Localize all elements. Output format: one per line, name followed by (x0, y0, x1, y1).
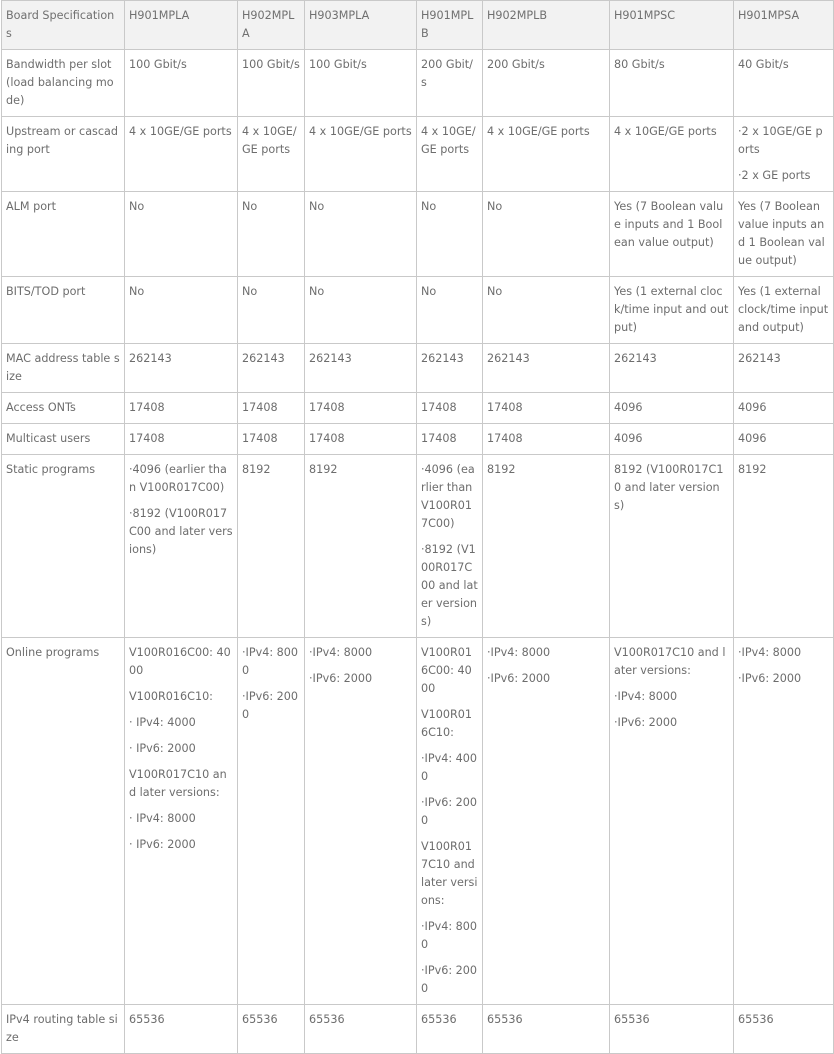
cell-spec-label (2, 192, 125, 277)
cell-text: 262143 (242, 352, 285, 365)
cell-h901mpsc (610, 1005, 734, 1054)
cell-text: ·IPv6: 2000 (487, 672, 551, 685)
cell-text: ·IPv6: 2000 (738, 672, 802, 685)
cell-text: 262143 (738, 352, 781, 365)
cell-text: 65536 (421, 1013, 457, 1026)
cell-text: ·IPv4: 4000 (421, 752, 478, 783)
cell-h903mpla (305, 638, 417, 1005)
cell-text: Yes (7 Boolean value inputs and 1 Boolean value output) (738, 200, 825, 267)
cell-text: V100R016C00: 4000 (129, 646, 231, 677)
cell-text: V100R016C00: 4000 (421, 646, 473, 695)
cell-h901mplb (417, 1005, 483, 1054)
cell-h903mpla (305, 50, 417, 117)
cell-text: ·4096 (earlier than V100R017C00) (129, 463, 227, 494)
cell-text: No (487, 200, 503, 213)
cell-h901mpsc (610, 424, 734, 455)
cell-text: 8192 (487, 463, 516, 476)
cell-text: ·IPv6: 2000 (614, 716, 678, 729)
cell-h901mpsa (734, 638, 834, 1005)
table-row-bandwidth (2, 50, 834, 117)
cell-spec-label (2, 117, 125, 192)
cell-spec-label (2, 393, 125, 424)
cell-spec-label (2, 424, 125, 455)
cell-h901mpsa (734, 50, 834, 117)
cell-h901mplb (417, 455, 483, 638)
cell-h903mpla (305, 393, 417, 424)
cell-text: IPv4 routing table size (6, 1013, 118, 1044)
cell-h902mpla (238, 117, 305, 192)
cell-text: ·IPv4: 8000 (487, 646, 551, 659)
cell-text: 4 x 10GE/GE ports (129, 125, 232, 138)
cell-text: No (309, 285, 325, 298)
cell-text: ·IPv4: 8000 (738, 646, 802, 659)
cell-text: 8192 (738, 463, 767, 476)
cell-text: Yes (7 Boolean value inputs and 1 Boolean value output) (614, 200, 724, 249)
cell-h902mpla (238, 277, 305, 344)
header-board-specifications: Board Specifications (2, 1, 125, 50)
cell-text: 17408 (129, 401, 165, 414)
cell-text: 65536 (129, 1013, 165, 1026)
cell-text: 262143 (614, 352, 657, 365)
cell-text: Multicast users (6, 432, 91, 445)
cell-text: ·IPv4: 8000 (309, 646, 373, 659)
cell-text: 65536 (487, 1013, 523, 1026)
cell-text: 17408 (309, 432, 345, 445)
cell-text: 8192 (V100R017C10 and later versions) (614, 463, 724, 512)
cell-h902mplb (483, 50, 610, 117)
cell-h902mpla (238, 192, 305, 277)
cell-text: ·IPv6: 2000 (421, 964, 478, 995)
cell-h903mpla (305, 117, 417, 192)
cell-text: ·IPv6: 2000 (242, 690, 299, 721)
cell-text: ·IPv4: 8000 (614, 690, 678, 703)
cell-h901mplb (417, 424, 483, 455)
header-h902mpla: H902MPLA (238, 1, 305, 50)
cell-text: · IPv4: 8000 (129, 812, 196, 825)
cell-spec-label (2, 1005, 125, 1054)
cell-h901mpsc (610, 192, 734, 277)
header-h902mplb: H902MPLB (483, 1, 610, 50)
cell-h901mplb (417, 117, 483, 192)
cell-text: 17408 (129, 432, 165, 445)
cell-text: Access ONTs (6, 401, 76, 414)
cell-text: ALM port (6, 200, 57, 213)
cell-h901mplb (417, 277, 483, 344)
cell-text: 4 x 10GE/GE ports (421, 125, 476, 156)
cell-h902mplb (483, 455, 610, 638)
cell-h901mpla (125, 344, 238, 393)
cell-text: 17408 (487, 432, 523, 445)
cell-text: No (242, 285, 258, 298)
cell-h901mpsa (734, 277, 834, 344)
cell-h902mpla (238, 424, 305, 455)
cell-text: 8192 (309, 463, 338, 476)
cell-h902mplb (483, 344, 610, 393)
cell-text: · IPv6: 2000 (129, 742, 196, 755)
cell-text: 200 Gbit/s (487, 58, 545, 71)
cell-text: 65536 (309, 1013, 345, 1026)
cell-text: 4096 (738, 432, 767, 445)
cell-h901mpla (125, 117, 238, 192)
cell-text: 200 Gbit/s (421, 58, 473, 89)
cell-text: Yes (1 external clock/time input and output) (738, 285, 829, 334)
cell-spec-label (2, 455, 125, 638)
cell-h901mplb (417, 192, 483, 277)
cell-h901mpsa (734, 1005, 834, 1054)
cell-h901mpsa (734, 424, 834, 455)
cell-h901mpsa (734, 192, 834, 277)
header-h903mpla: H903MPLA (305, 1, 417, 50)
cell-h902mplb (483, 277, 610, 344)
cell-h902mplb (483, 393, 610, 424)
cell-h901mpla (125, 192, 238, 277)
cell-h902mplb (483, 1005, 610, 1054)
cell-h901mpla (125, 1005, 238, 1054)
cell-h902mpla (238, 455, 305, 638)
cell-text: Static programs (6, 463, 96, 476)
table-row-multicast-users (2, 424, 834, 455)
cell-h901mpsa (734, 455, 834, 638)
cell-h901mpsc (610, 455, 734, 638)
cell-text: V100R017C10 and later versions: (421, 840, 478, 907)
cell-text: 17408 (309, 401, 345, 414)
cell-h902mpla (238, 1005, 305, 1054)
cell-text: No (242, 200, 258, 213)
cell-spec-label (2, 50, 125, 117)
cell-h901mpsc (610, 277, 734, 344)
cell-text: MAC address table size (6, 352, 120, 383)
cell-h902mpla (238, 50, 305, 117)
cell-text: 262143 (309, 352, 352, 365)
cell-h901mpsa (734, 117, 834, 192)
cell-h901mpsc (610, 638, 734, 1005)
table-row-ipv4-routing-table (2, 1005, 834, 1054)
cell-text: 17408 (242, 432, 278, 445)
cell-h901mplb (417, 393, 483, 424)
cell-text: · IPv6: 2000 (129, 838, 196, 851)
cell-h902mpla (238, 638, 305, 1005)
cell-text: 4096 (614, 401, 643, 414)
cell-text: 100 Gbit/s (242, 58, 300, 71)
cell-h903mpla (305, 192, 417, 277)
cell-h901mpla (125, 455, 238, 638)
cell-text: ·4096 (earlier than V100R017C00) (421, 463, 475, 530)
cell-h903mpla (305, 277, 417, 344)
cell-text: Yes (1 external clock/time input and output) (614, 285, 729, 334)
cell-text: 262143 (487, 352, 530, 365)
cell-text: 262143 (421, 352, 464, 365)
cell-h901mplb (417, 50, 483, 117)
cell-text: 65536 (614, 1013, 650, 1026)
cell-spec-label (2, 277, 125, 344)
cell-text: 4 x 10GE/GE ports (242, 125, 297, 156)
cell-text: Online programs (6, 646, 100, 659)
cell-text: · IPv4: 4000 (129, 716, 196, 729)
cell-h902mpla (238, 344, 305, 393)
cell-text: 80 Gbit/s (614, 58, 665, 71)
cell-text: V100R016C10: (421, 708, 473, 739)
cell-h901mpla (125, 50, 238, 117)
cell-text: ·IPv6: 2000 (421, 796, 478, 827)
cell-text: 40 Gbit/s (738, 58, 789, 71)
cell-h901mpsc (610, 50, 734, 117)
cell-h901mpsc (610, 117, 734, 192)
cell-text: V100R017C10 and later versions: (614, 646, 726, 677)
cell-h901mpla (125, 638, 238, 1005)
cell-text: No (129, 285, 145, 298)
cell-h901mpla (125, 424, 238, 455)
cell-h903mpla (305, 424, 417, 455)
cell-text: V100R017C10 and later versions: (129, 768, 227, 799)
cell-text: No (421, 200, 437, 213)
cell-text: ·8192 (V100R017C00 and later versions) (421, 543, 478, 628)
table-row-upstream-port (2, 117, 834, 192)
cell-h902mplb (483, 117, 610, 192)
table-row-mac-table-size (2, 344, 834, 393)
cell-text: No (309, 200, 325, 213)
cell-text: 4096 (614, 432, 643, 445)
cell-h903mpla (305, 1005, 417, 1054)
cell-h902mplb (483, 638, 610, 1005)
cell-h901mpsc (610, 393, 734, 424)
cell-text: Bandwidth per slot (load balancing mode) (6, 58, 114, 107)
cell-text: 100 Gbit/s (309, 58, 367, 71)
cell-h901mpsc (610, 344, 734, 393)
cell-text: 17408 (242, 401, 278, 414)
cell-text: 65536 (242, 1013, 278, 1026)
cell-h902mplb (483, 424, 610, 455)
cell-text: ·IPv4: 8000 (242, 646, 299, 677)
cell-text: 65536 (738, 1013, 774, 1026)
cell-h903mpla (305, 344, 417, 393)
cell-text: 4 x 10GE/GE ports (487, 125, 590, 138)
header-h901mplb: H901MPLB (417, 1, 483, 50)
cell-text: Upstream or cascading port (6, 125, 118, 156)
cell-text: 17408 (487, 401, 523, 414)
cell-text: 4 x 10GE/GE ports (309, 125, 412, 138)
cell-h901mpla (125, 393, 238, 424)
cell-text: 17408 (421, 432, 457, 445)
cell-text: 262143 (129, 352, 172, 365)
cell-text: ·8192 (V100R017C00 and later versions) (129, 507, 233, 556)
board-specifications-table (1, 0, 834, 1054)
table-body (2, 50, 834, 1054)
header-h901mpsa: H901MPSA (734, 1, 834, 50)
cell-text: V100R016C10: (129, 690, 213, 703)
header-h901mpsc: H901MPSC (610, 1, 734, 50)
table-row-online-programs (2, 638, 834, 1005)
cell-text: No (487, 285, 503, 298)
table-row-access-onts (2, 393, 834, 424)
cell-h901mplb (417, 638, 483, 1005)
cell-h901mpsa (734, 393, 834, 424)
cell-h901mpsa (734, 344, 834, 393)
table-row-alm-port (2, 192, 834, 277)
cell-text: 8192 (242, 463, 271, 476)
cell-text: BITS/TOD port (6, 285, 86, 298)
cell-text: 4096 (738, 401, 767, 414)
cell-spec-label (2, 344, 125, 393)
cell-text: ·2 x GE ports (738, 169, 811, 182)
cell-h902mplb (483, 192, 610, 277)
cell-text: No (421, 285, 437, 298)
cell-h903mpla (305, 455, 417, 638)
header-h901mpla: H901MPLA (125, 1, 238, 50)
cell-text: No (129, 200, 145, 213)
cell-text: 4 x 10GE/GE ports (614, 125, 717, 138)
cell-text: ·IPv6: 2000 (309, 672, 373, 685)
cell-spec-label (2, 638, 125, 1005)
cell-text: ·2 x 10GE/GE ports (738, 125, 823, 156)
cell-text: ·IPv4: 8000 (421, 920, 478, 951)
cell-text: 100 Gbit/s (129, 58, 187, 71)
header-row (2, 1, 834, 50)
cell-h902mpla (238, 393, 305, 424)
cell-h901mplb (417, 344, 483, 393)
table-row-bits-tod-port (2, 277, 834, 344)
cell-text: 17408 (421, 401, 457, 414)
table-row-static-programs (2, 455, 834, 638)
cell-h901mpla (125, 277, 238, 344)
